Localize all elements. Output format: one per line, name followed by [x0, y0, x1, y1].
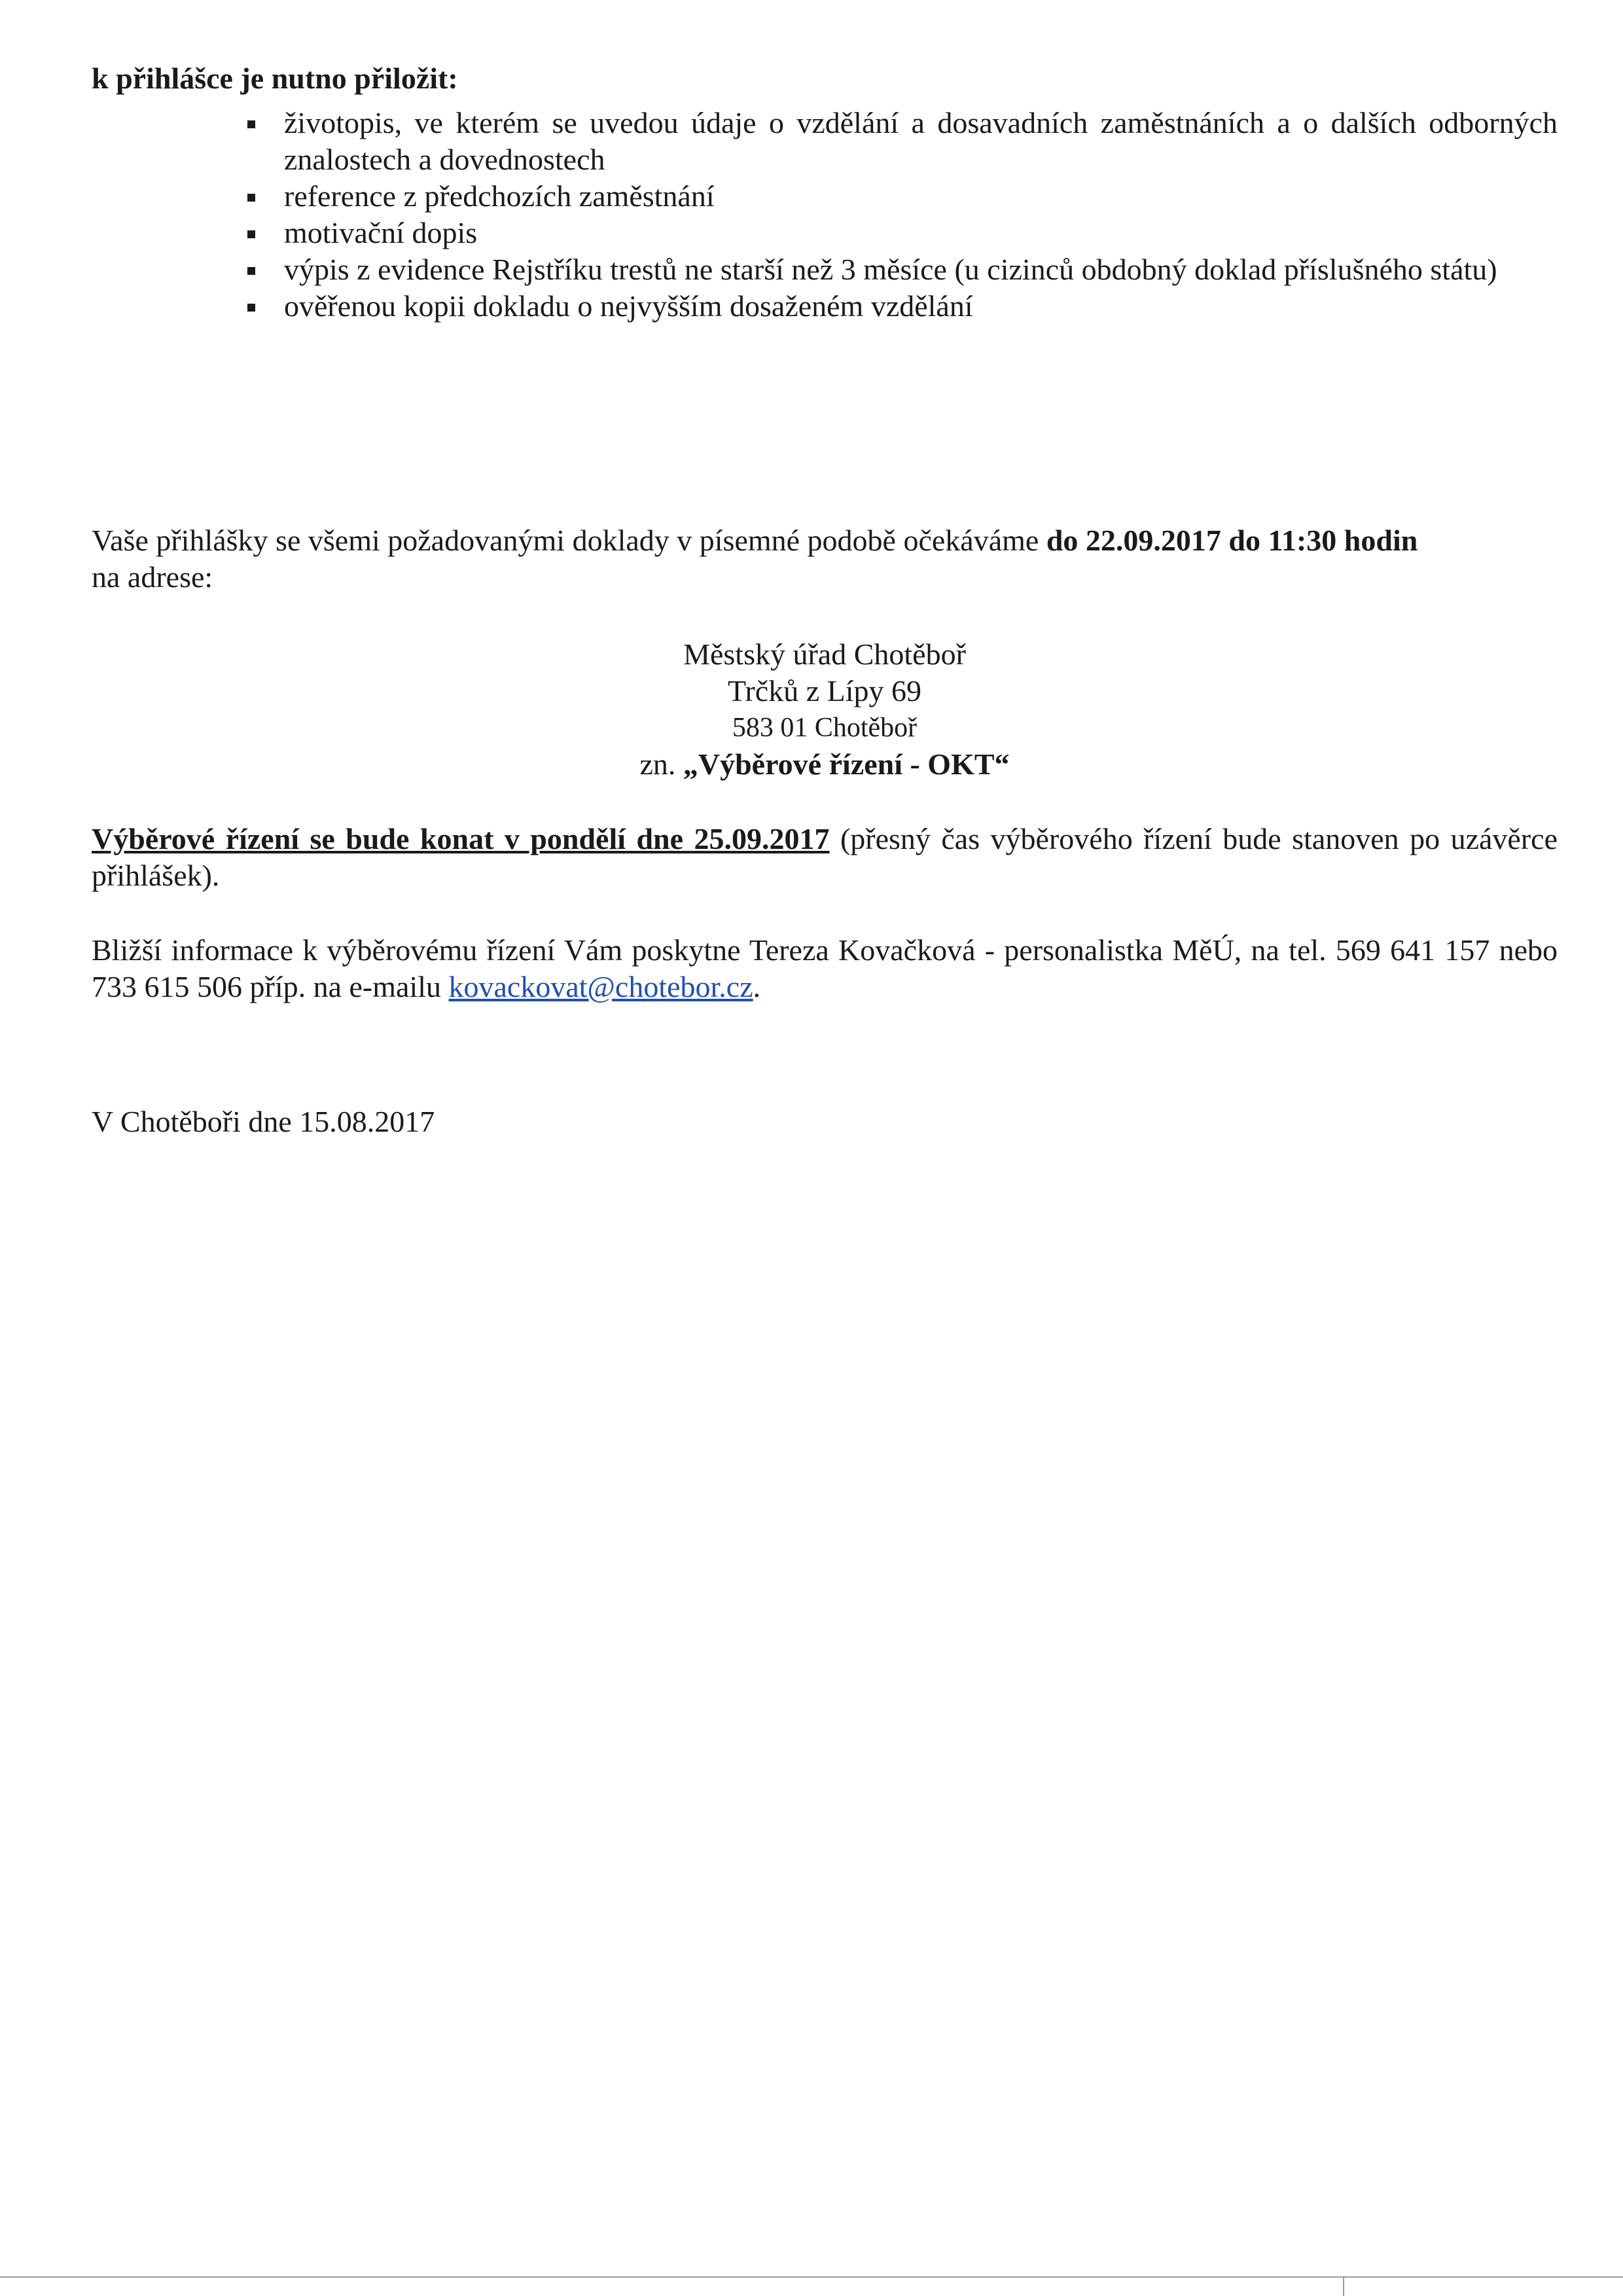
address-reference-label: „Výběrové řízení - OKT“	[683, 747, 1010, 781]
selection-paragraph	[92, 821, 1558, 894]
list-item	[247, 215, 1558, 251]
bullet-square-icon	[247, 267, 255, 275]
address-line-office: Městský úřad Chotěboř	[683, 637, 966, 671]
selection-date: Výběrové řízení se bude konat v pondělí dne 25.09.2017	[92, 822, 830, 855]
list-item-text: motivační dopis	[284, 216, 478, 249]
list-item-text: ověřenou kopii dokladu o nejvyšším dosaženém vzdělání	[284, 289, 973, 323]
attachments-list	[247, 105, 1558, 325]
address-line-street: Trčků z Lípy 69	[727, 674, 921, 708]
footer-divider	[0, 2276, 1623, 2278]
place-and-date: V Chotěboři dne 15.08.2017	[92, 1105, 435, 1138]
info-end: .	[753, 970, 761, 1003]
address-block	[92, 636, 1558, 783]
footer-divider-tick	[1343, 2276, 1344, 2296]
address-line-city: 583 01 Chotěboř	[732, 713, 918, 743]
attachments-heading: k přihlášce je nutno přiložit:	[92, 62, 458, 95]
deadline-date: do 22.09.2017 do 11:30 hodin	[1046, 524, 1418, 557]
deadline-paragraph	[92, 522, 1558, 596]
list-item-text: reference z předchozích zaměstnání	[284, 179, 715, 213]
bullet-square-icon	[247, 194, 255, 202]
list-item	[247, 105, 1558, 178]
info-text: Bližší informace k výběrovému řízení Vám poskytne Tereza Kovačková - personalistka MěÚ, na tel. 569 641 157 nebo 733 615 506 příp. na e-mailu	[92, 933, 1558, 1003]
list-item	[247, 178, 1558, 215]
bullet-square-icon	[247, 304, 255, 312]
selection-note: (přesný čas výběrového řízení bude stanoven po uzávěrce přihlášek).	[92, 822, 1558, 892]
email-link[interactable]: kovackovat@chotebor.cz	[448, 970, 753, 1003]
list-item-text: výpis z evidence Rejstříku trestů ne starší než 3 měsíce (u cizinců obdobný doklad příslušného státu)	[284, 253, 1497, 286]
deadline-intro: Vaše přihlášky se všemi požadovanými doklady v písemné podobě očekáváme	[92, 524, 1046, 557]
list-item	[247, 288, 1558, 325]
list-item	[247, 251, 1558, 288]
list-item-text: životopis, ve kterém se uvedou údaje o vzdělání a dosavadních zaměstnáních a o dalších odborných znalostech a dovednostech	[284, 106, 1558, 176]
info-paragraph	[92, 932, 1558, 1005]
bullet-square-icon	[247, 120, 255, 128]
bullet-square-icon	[247, 230, 255, 238]
address-reference-prefix: zn.	[639, 747, 683, 781]
deadline-outro: na adrese:	[92, 560, 213, 594]
address-reference	[92, 746, 1558, 783]
